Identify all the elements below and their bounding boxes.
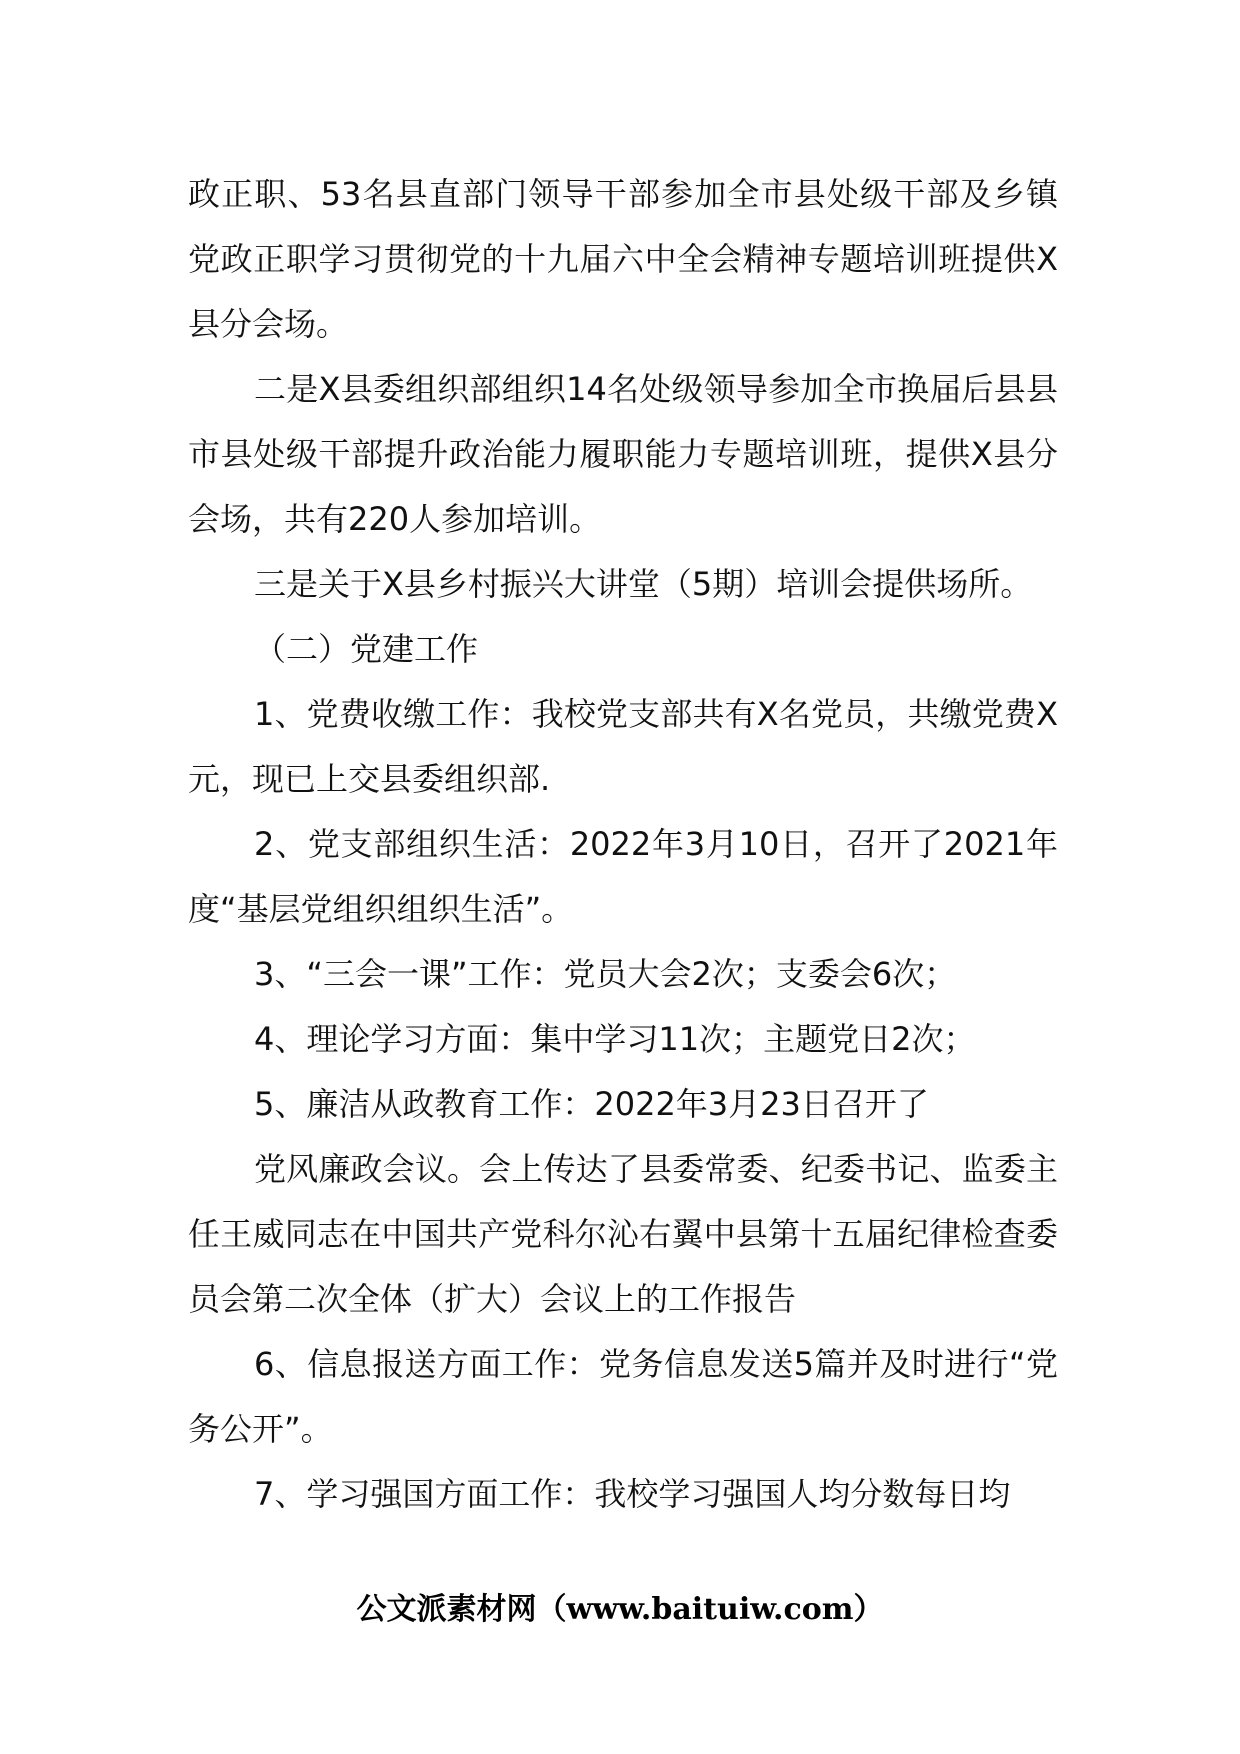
paragraph-2: 二是X县委组织部组织14名处级领导参加全市换届后县县市县处级干部提升政治能力履职能力专题培训班，提供X县分会场，共有220人参加培训。: [188, 370, 1058, 538]
paragraph-study-platform: 7、学习强国方面工作：我校学习强国人均分数每日均: [254, 1475, 1011, 1513]
paragraph-3: 三是关于X县乡村振兴大讲堂（5期）培训会提供场所。: [254, 565, 1033, 603]
paragraph-information-reporting: 6、信息报送方面工作：党务信息发送5篇并及时进行“党务公开”。: [188, 1345, 1058, 1448]
paragraph-three-meetings: 3、“三会一课”工作：党员大会2次；支委会6次；: [254, 955, 957, 993]
paragraph-organization-life: 2、党支部组织生活：2022年3月10日，召开了2021年度“基层党组织组织生活”。: [188, 825, 1058, 928]
document-body: [188, 162, 1058, 1527]
section-heading-party-building: （二）党建工作: [254, 630, 479, 668]
paragraph-theory-study: 4、理论学习方面：集中学习11次；主题党日2次；: [254, 1020, 976, 1058]
footer-watermark: 公文派素材网（www.baituiw.com）: [356, 1592, 884, 1627]
paragraph-1: 政正职、53名县直部门领导干部参加全市县处级干部及乡镇党政正职学习贯彻党的十九届六中全会精神专题培训班提供X县分会场。: [188, 175, 1058, 343]
paragraph-integrity-education: 5、廉洁从政教育工作：2022年3月23日召开了: [254, 1085, 929, 1123]
paragraph-integrity-meeting: 党风廉政会议。会上传达了县委常委、纪委书记、监委主任王威同志在中国共产党科尔沁右翼中县第十五届纪律检查委员会第二次全体（扩大）会议上的工作报告: [188, 1150, 1058, 1318]
paragraph-party-dues: 1、党费收缴工作：我校党支部共有X名党员，共缴党费X元，现已上交县委组织部.: [188, 695, 1058, 798]
